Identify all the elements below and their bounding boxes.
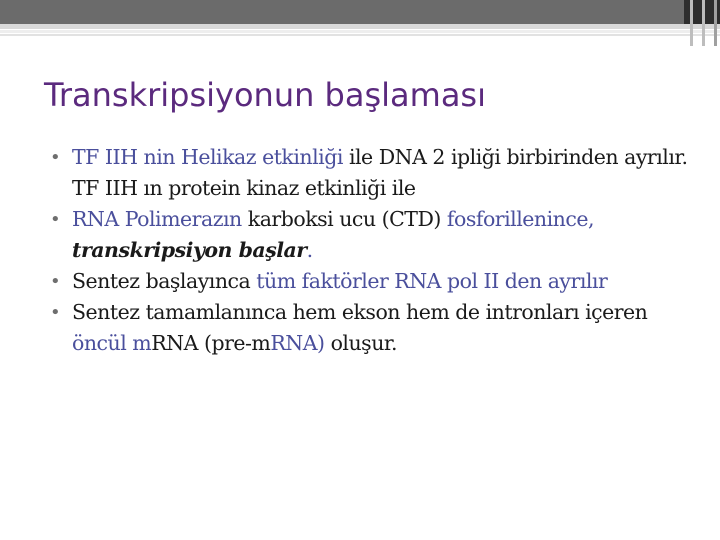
- bullet-text-run: Sentez tamamlanınca hem ekson hem de intronları içeren: [72, 300, 648, 324]
- stripe: [0, 30, 720, 33]
- bullet-text-run: RNA): [270, 331, 325, 355]
- bullet-text-run: transkripsiyon başlar: [72, 238, 307, 262]
- bullet-item: [50, 297, 690, 359]
- bullet-item: [50, 204, 690, 266]
- bullet-text-run: TF IIH nin Helikaz etkinliği: [72, 145, 343, 169]
- bullet-item: [50, 266, 690, 297]
- bullet-text-run: RNA (pre-m: [151, 331, 271, 355]
- corner-line: [702, 0, 705, 46]
- bullet-marker: •: [50, 147, 61, 168]
- bullet-text-run: ile DNA 2 ipliği birbirinden ayrılır. TF IIH ın protein kinaz etkinliği ile: [72, 145, 688, 200]
- bullet-marker: •: [50, 209, 61, 230]
- slide-title: Transkripsiyonun başlaması: [44, 76, 486, 114]
- corner-line: [714, 0, 717, 46]
- bullet-marker: •: [50, 271, 61, 292]
- bullet-text-run: tüm faktörler RNA pol II den ayrılır: [256, 269, 608, 293]
- bullet-text-run: Sentez başlayınca: [72, 269, 257, 293]
- stripe: [0, 34, 720, 36]
- stripe: [0, 24, 720, 29]
- bullet-text-run: fosforillenince,: [446, 207, 594, 231]
- bullet-text-run: oluşur.: [324, 331, 397, 355]
- corner-line: [690, 0, 693, 46]
- bullet-text-run: öncül m: [72, 331, 152, 355]
- decorative-stripes: [0, 24, 720, 46]
- bullet-item: [50, 142, 690, 204]
- bullet-text-run: RNA Polimerazın: [72, 207, 242, 231]
- bullet-text-run: karboksi ucu (CTD): [241, 207, 447, 231]
- bullet-text-run: .: [306, 238, 313, 262]
- bullet-list: [50, 142, 690, 359]
- top-decorative-band: [0, 0, 720, 24]
- bullet-marker: •: [50, 302, 61, 323]
- corner-lines: [684, 0, 720, 46]
